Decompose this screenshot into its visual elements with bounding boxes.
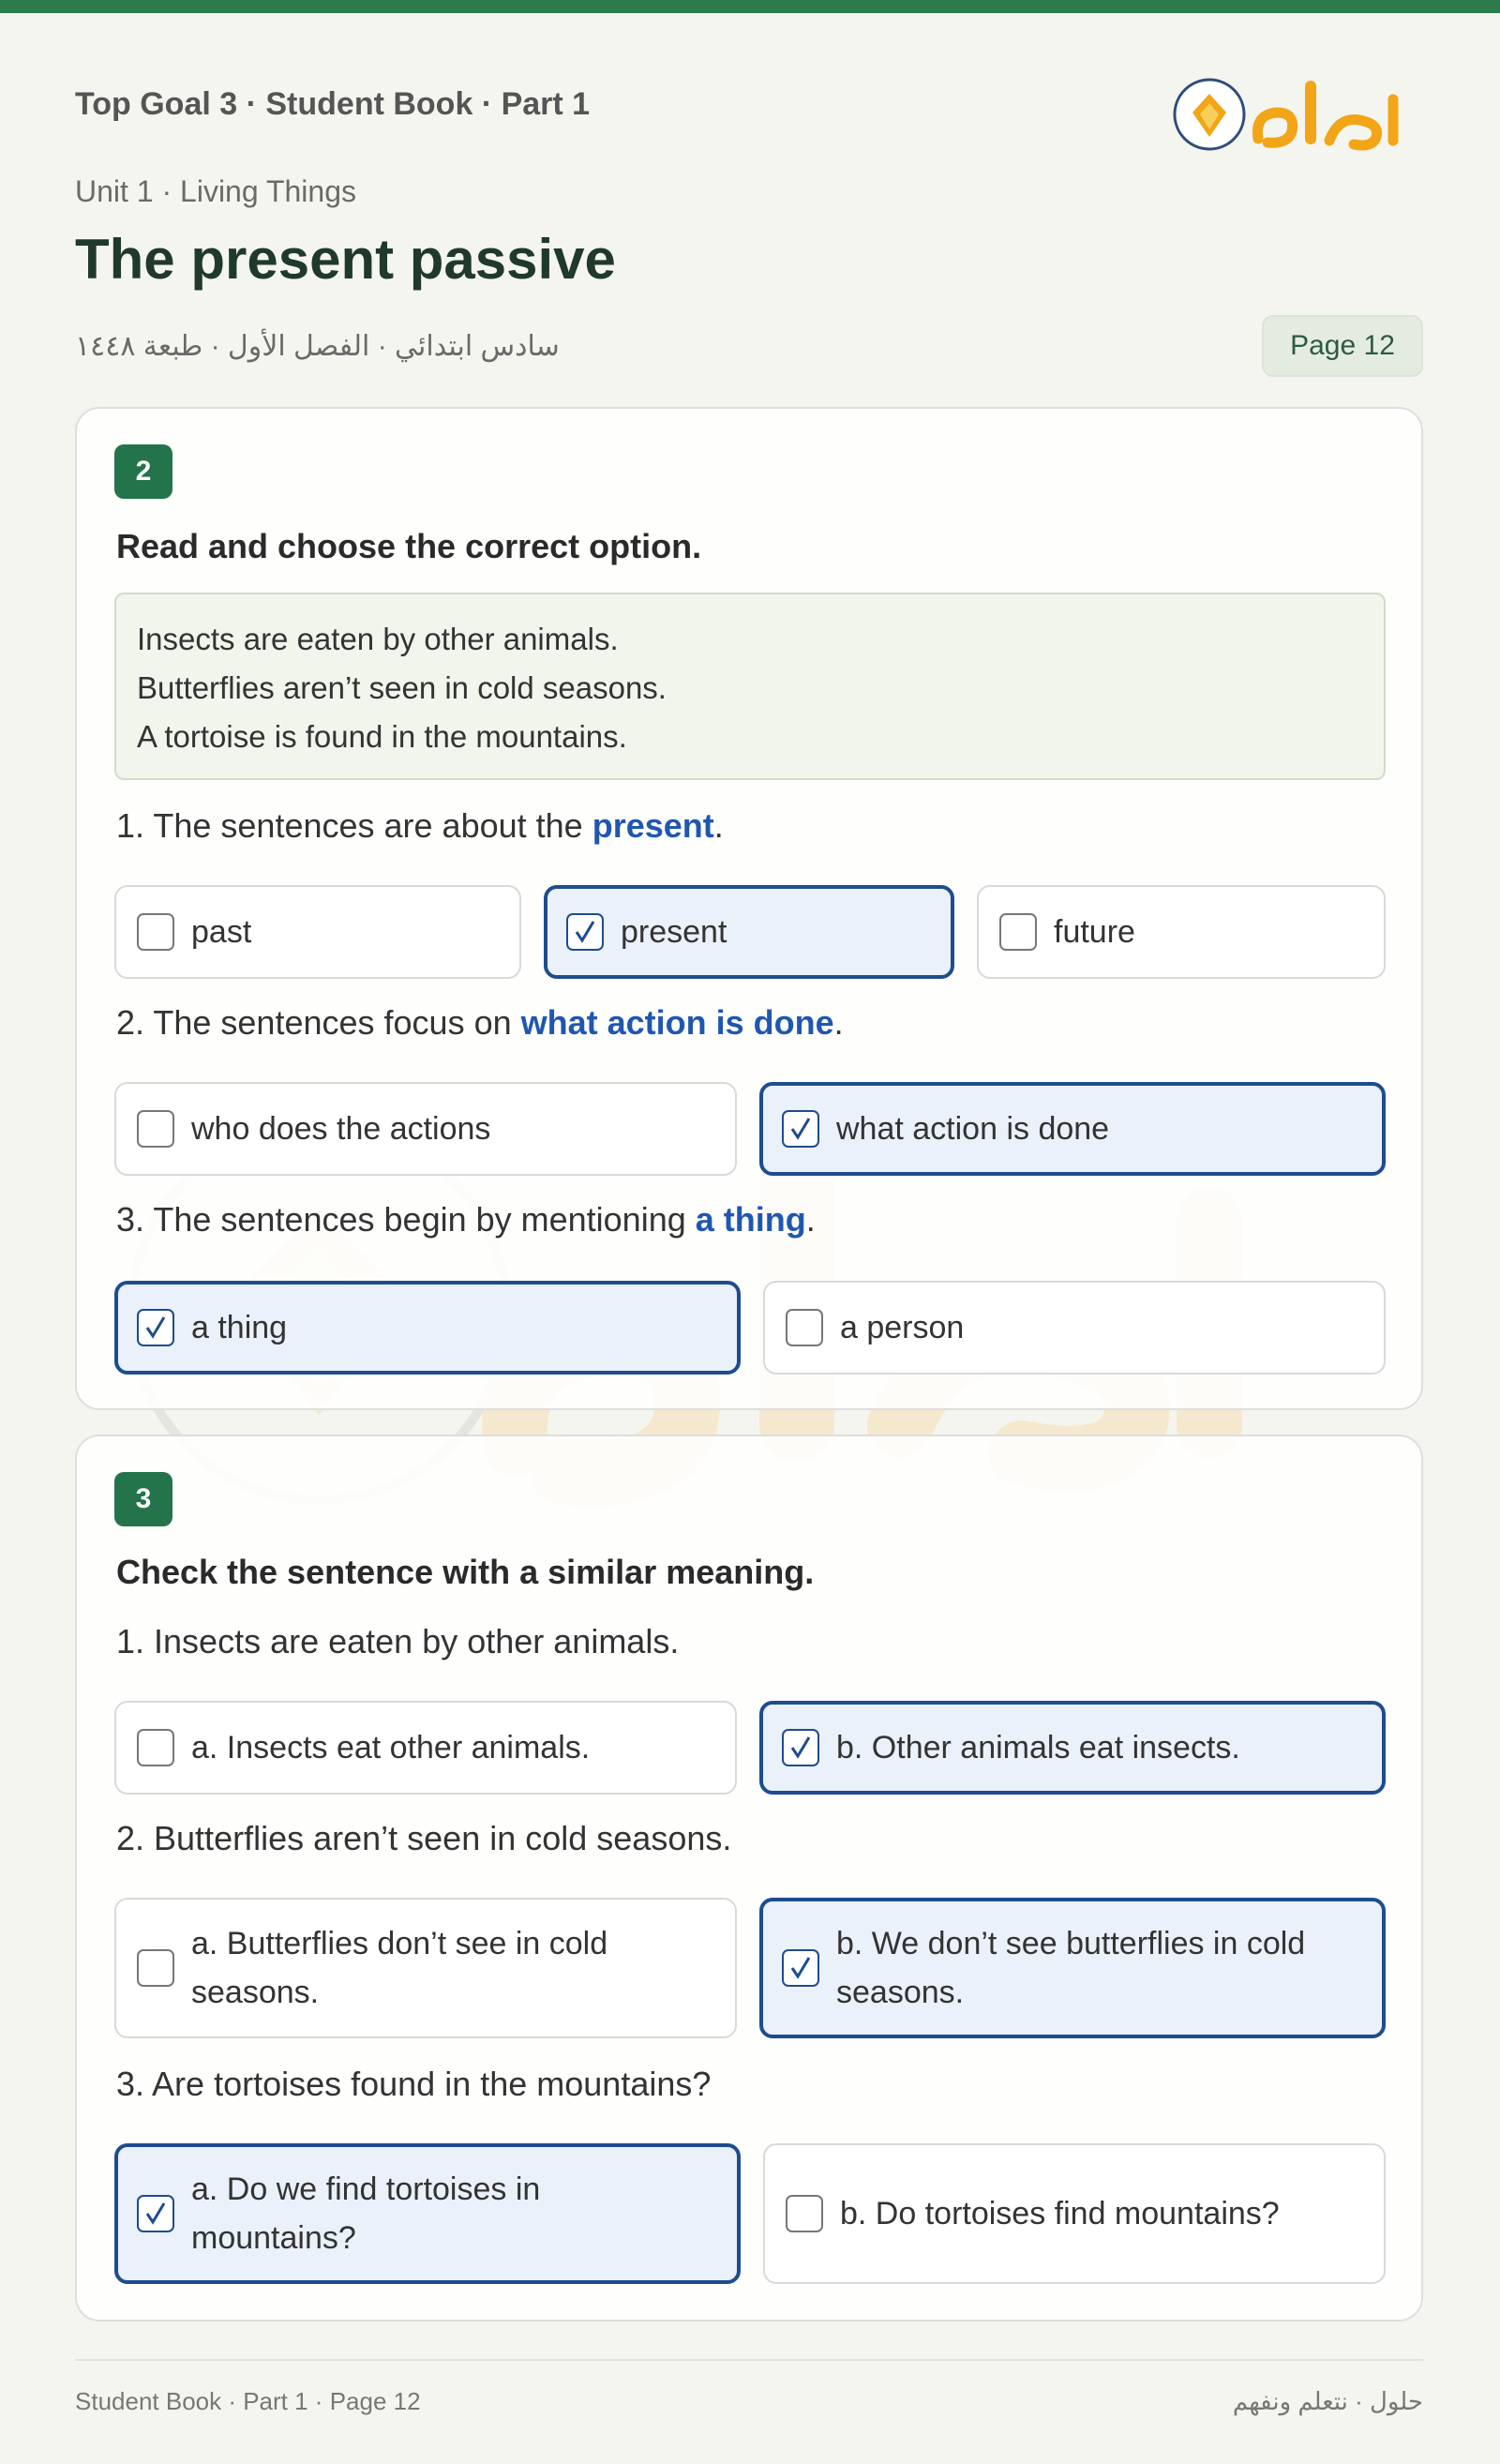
top-accent-bar: [0, 0, 1500, 13]
option-label: b. Other animals eat insects.: [836, 1730, 1240, 1765]
exercise-number-badge: 3: [114, 1472, 172, 1526]
checkbox-checked[interactable]: [782, 1949, 819, 1987]
option-label: [836, 1919, 1305, 2017]
question-suffix: .: [833, 1003, 844, 1042]
option-label: [191, 1919, 608, 2017]
option-label: past: [191, 914, 252, 950]
checkbox-checked[interactable]: [782, 1729, 819, 1766]
option-label-line: a. Butterflies don’t see in cold: [191, 1926, 608, 1961]
option-b[interactable]: [759, 1701, 1386, 1795]
footer-left: Student Book · Part 1 · Page 12: [75, 2387, 421, 2415]
passage-line: Butterflies aren’t seen in cold seasons.: [137, 670, 667, 705]
checkmark-icon: [142, 2200, 170, 2228]
checkbox-checked[interactable]: [137, 1309, 174, 1346]
checkbox-checked[interactable]: [782, 1110, 819, 1148]
exercise-instruction: Check the sentence with a similar meaning.: [116, 1553, 815, 1591]
option-who-does-the-actions[interactable]: [114, 1082, 737, 1176]
page-header: [75, 86, 1425, 123]
option-label: what action is done: [836, 1111, 1110, 1147]
question-2: [116, 1003, 844, 1043]
option-a[interactable]: [114, 2143, 741, 2284]
exercise-2-card: [75, 407, 1423, 1410]
option-label: who does the actions: [191, 1111, 491, 1147]
question-3: [116, 1200, 816, 1240]
question-answer: what action is done: [520, 1003, 834, 1042]
unit-line: Unit 1 · Living Things: [75, 174, 356, 208]
question-1: [116, 806, 724, 846]
option-label: future: [1054, 914, 1135, 950]
footer-divider: [75, 2359, 1423, 2361]
checkbox-checked[interactable]: [566, 913, 604, 951]
passage-line: A tortoise is found in the mountains.: [137, 719, 627, 754]
checkbox-unchecked[interactable]: [137, 1729, 174, 1766]
option-past[interactable]: [114, 885, 521, 979]
checkmark-icon: [787, 1734, 815, 1762]
checkmark-icon: [787, 1115, 815, 1143]
question-text: 2. The sentences focus on: [116, 1003, 521, 1042]
option-label: [191, 2165, 540, 2262]
exercise-instruction: Read and choose the correct option.: [116, 527, 702, 565]
reading-passage: [114, 593, 1386, 780]
question-2: 2. Butterflies aren’t seen in cold seasons.: [116, 1819, 732, 1857]
option-label-line: mountains?: [191, 2220, 356, 2256]
question-1: 1. Insects are eaten by other animals.: [116, 1622, 680, 1660]
option-label: a person: [840, 1310, 965, 1345]
exercise-3-card: [75, 1435, 1423, 2321]
option-label: a thing: [191, 1310, 288, 1345]
hulul-logo: [1172, 66, 1406, 159]
question-3: 3. Are tortoises found in the mountains?: [116, 2065, 712, 2103]
option-label-line: b. We don’t see butterflies in cold: [836, 1926, 1306, 1961]
option-future[interactable]: [977, 885, 1386, 979]
option-label: a. Insects eat other animals.: [191, 1730, 591, 1765]
option-label-line: seasons.: [836, 1975, 965, 2010]
page-title: The present passive: [75, 228, 616, 291]
exercise-number-badge: 2: [114, 444, 172, 499]
option-label: b. Do tortoises find mountains?: [840, 2196, 1280, 2231]
question-answer: a thing: [695, 1200, 806, 1239]
checkmark-icon: [787, 1954, 815, 1982]
checkmark-icon: [571, 918, 599, 946]
footer-right: حلول · نتعلم ونفهم: [1232, 2387, 1423, 2415]
option-b[interactable]: [759, 1898, 1386, 2038]
option-label-line: seasons.: [191, 1975, 320, 2010]
question-suffix: .: [805, 1200, 816, 1239]
grade-term-edition: سادس ابتدائي · الفصل الأول · طبعة ١٤٤٨: [75, 331, 560, 362]
book-title: Top Goal 3 · Student Book · Part 1: [75, 86, 591, 122]
option-label-line: a. Do we find tortoises in: [191, 2171, 541, 2207]
checkmark-icon: [142, 1314, 170, 1342]
option-a[interactable]: [114, 1898, 737, 2038]
checkbox-unchecked[interactable]: [137, 1949, 174, 1987]
option-label: present: [621, 914, 728, 950]
question-text: 3. The sentences begin by mentioning: [116, 1200, 696, 1239]
checkbox-unchecked[interactable]: [786, 1309, 823, 1346]
question-answer: present: [592, 806, 714, 845]
option-what-action-is-done[interactable]: [759, 1082, 1386, 1176]
option-a-person[interactable]: [763, 1281, 1386, 1375]
question-suffix: .: [713, 806, 724, 845]
checkbox-unchecked[interactable]: [999, 913, 1037, 951]
checkbox-unchecked[interactable]: [137, 913, 174, 951]
passage-line: Insects are eaten by other animals.: [137, 622, 619, 656]
checkbox-unchecked[interactable]: [786, 2195, 823, 2232]
checkbox-checked[interactable]: [137, 2195, 174, 2232]
option-b[interactable]: [763, 2143, 1386, 2284]
page-number-badge: Page 12: [1262, 315, 1423, 377]
option-a[interactable]: [114, 1701, 737, 1795]
option-present[interactable]: [544, 885, 954, 979]
question-text: 1. The sentences are about the: [116, 806, 592, 845]
option-a-thing[interactable]: [114, 1281, 741, 1375]
checkbox-unchecked[interactable]: [137, 1110, 174, 1148]
